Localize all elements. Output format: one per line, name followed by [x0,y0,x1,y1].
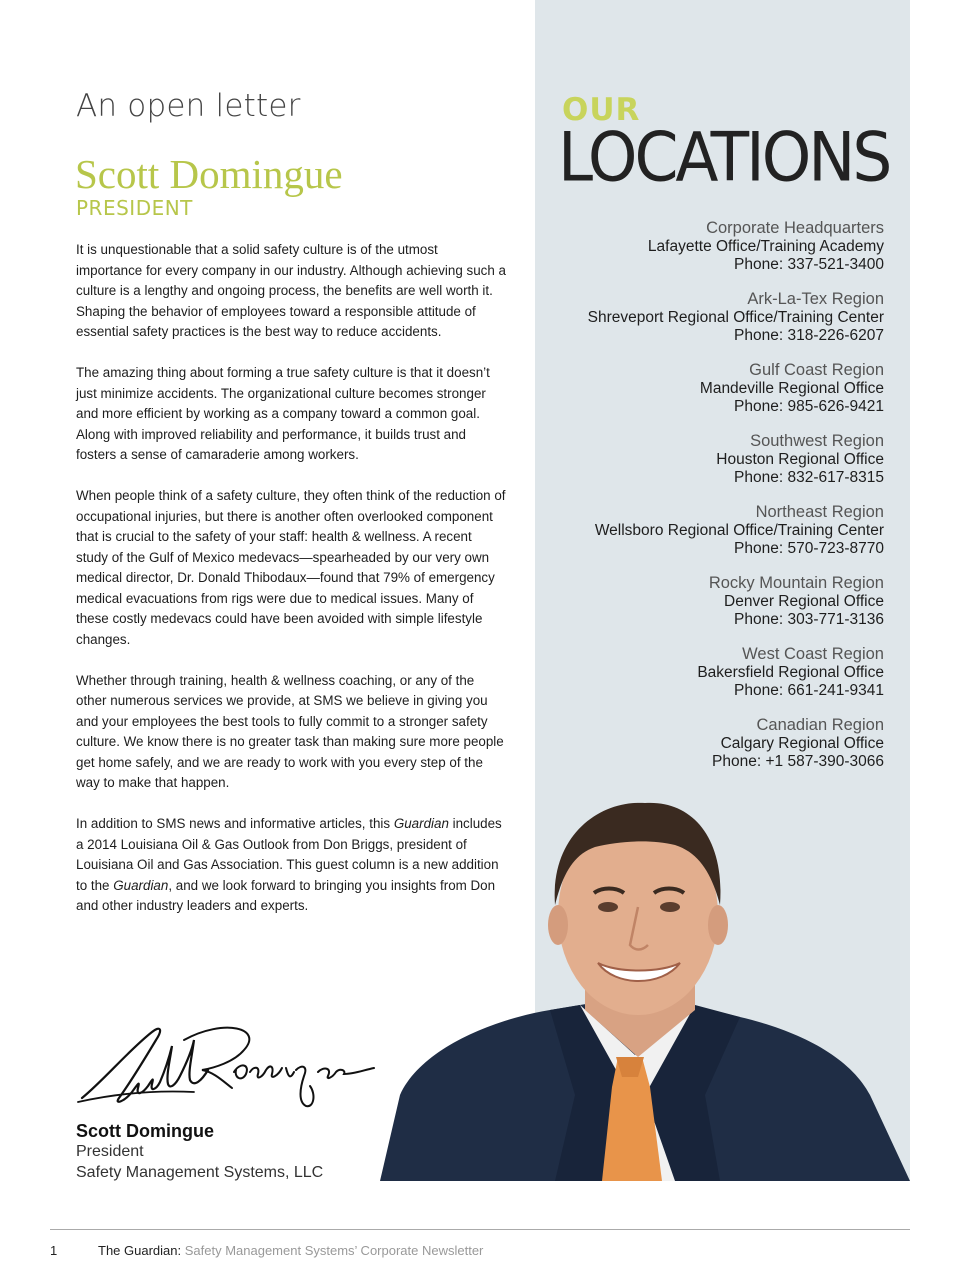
location-office: Houston Regional Office [716,451,884,468]
location-entry [544,361,884,415]
location-region: Corporate Headquarters [706,219,884,237]
location-office: Shreveport Regional Office/Training Center [587,309,884,326]
location-region: Gulf Coast Region [749,361,884,379]
location-phone: Phone: 318-226-6207 [734,327,884,344]
publication-name: The Guardian: [98,1243,182,1258]
letter-paragraph-1: It is unquestionable that a solid safety culture is of the utmost importance for every company in our industry. Although achieving such a culture is a lengthy and ongoing process, the benefits are well worth it. Shaping the behavior of employees toward a responsible attitude of essential safety practices is the best way to reduce accidents. [76,242,506,339]
page-number: 1 [50,1243,58,1258]
location-entry [544,503,884,557]
location-phone: Phone: 337-521-3400 [734,256,884,273]
location-region: Northeast Region [755,503,884,521]
footer-publication [98,1243,483,1258]
location-office: Lafayette Office/Training Academy [647,238,884,255]
location-entry [544,716,884,770]
president-portrait [380,795,910,1181]
open-letter-heading: An open letter [76,88,301,124]
location-office: Mandeville Regional Office [699,380,884,397]
location-region: Southwest Region [750,432,884,450]
publication-subtitle: Safety Management Systems’ Corporate Newsletter [184,1243,484,1258]
location-office: Wellsboro Regional Office/Training Center [594,522,884,539]
locations-list [544,219,884,787]
location-entry [544,645,884,699]
location-phone: Phone: 661-241-9341 [734,682,884,699]
locations-title: LOCATIONS [558,118,890,197]
location-phone: Phone: 985-626-9421 [734,398,884,415]
location-region: Rocky Mountain Region [708,574,884,592]
signature-company: Safety Management Systems, LLC [76,1164,324,1181]
author-title: PRESIDENT [76,196,193,220]
letter-paragraph-4: Whether through training, health & wellness coaching, or any of the other numerous services we provide, at SMS we believe in giving you and your employees the best tools to fully commit to a stronger safety culture. We know there is no greater task than making sure more people get home safely, and we are ready to work with you every step of the way to make that happen. [76,672,504,790]
location-phone: Phone: 832-617-8315 [734,469,884,486]
signature-title: President [76,1143,144,1160]
location-entry [544,290,884,344]
letter-paragraph-3: When people think of a safety culture, they often think of the reduction of occupational injuries, but there is another often overlooked component that is crucial to the safety of your staff: health & wellness. A recent study of the Gulf of Mexico medevacs—spearheaded by our very own medical director, Dr. Donald Thibodaux—found that 79% of emergency medical evacuations from rigs were due to medical issues. Many of these costly medevacs could have been avoided with simple lifestyle changes. [76,488,506,647]
location-entry [544,432,884,486]
letter-paragraph-5: In addition to SMS news and informative articles, this Guardian includes a 2014 Louisiana Oil & Gas Outlook from Don Briggs, president of Louisiana Oil and Gas Association. This guest column is a new addition to the Guardian, and we look forward to bringing you insights from Don and other industry leaders and experts. [76,816,502,913]
signature-image [74,1010,384,1120]
location-phone: Phone: +1 587-390-3066 [712,753,884,770]
location-region: Ark-La-Tex Region [747,290,884,308]
location-entry [544,574,884,628]
author-name: Scott Domingue [75,151,343,197]
location-office: Bakersfield Regional Office [697,664,884,681]
our-label: OUR [562,92,641,128]
letter-paragraph-2: The amazing thing about forming a true safety culture is that it doesn’t just minimize accidents. The organizational culture becomes stronger and more efficient by working as a company toward a common goal. Along with improved reliability and performance, it builds trust and fosters a sense of camaraderie among workers. [76,365,490,462]
location-region: West Coast Region [742,645,884,663]
location-office: Calgary Regional Office [720,735,884,752]
signature-name: Scott Domingue [76,1121,214,1141]
location-phone: Phone: 303-771-3136 [734,611,884,628]
location-phone: Phone: 570-723-8770 [734,540,884,557]
location-entry [544,219,884,273]
location-region: Canadian Region [756,716,884,734]
location-office: Denver Regional Office [724,593,884,610]
footer-divider [50,1229,910,1230]
